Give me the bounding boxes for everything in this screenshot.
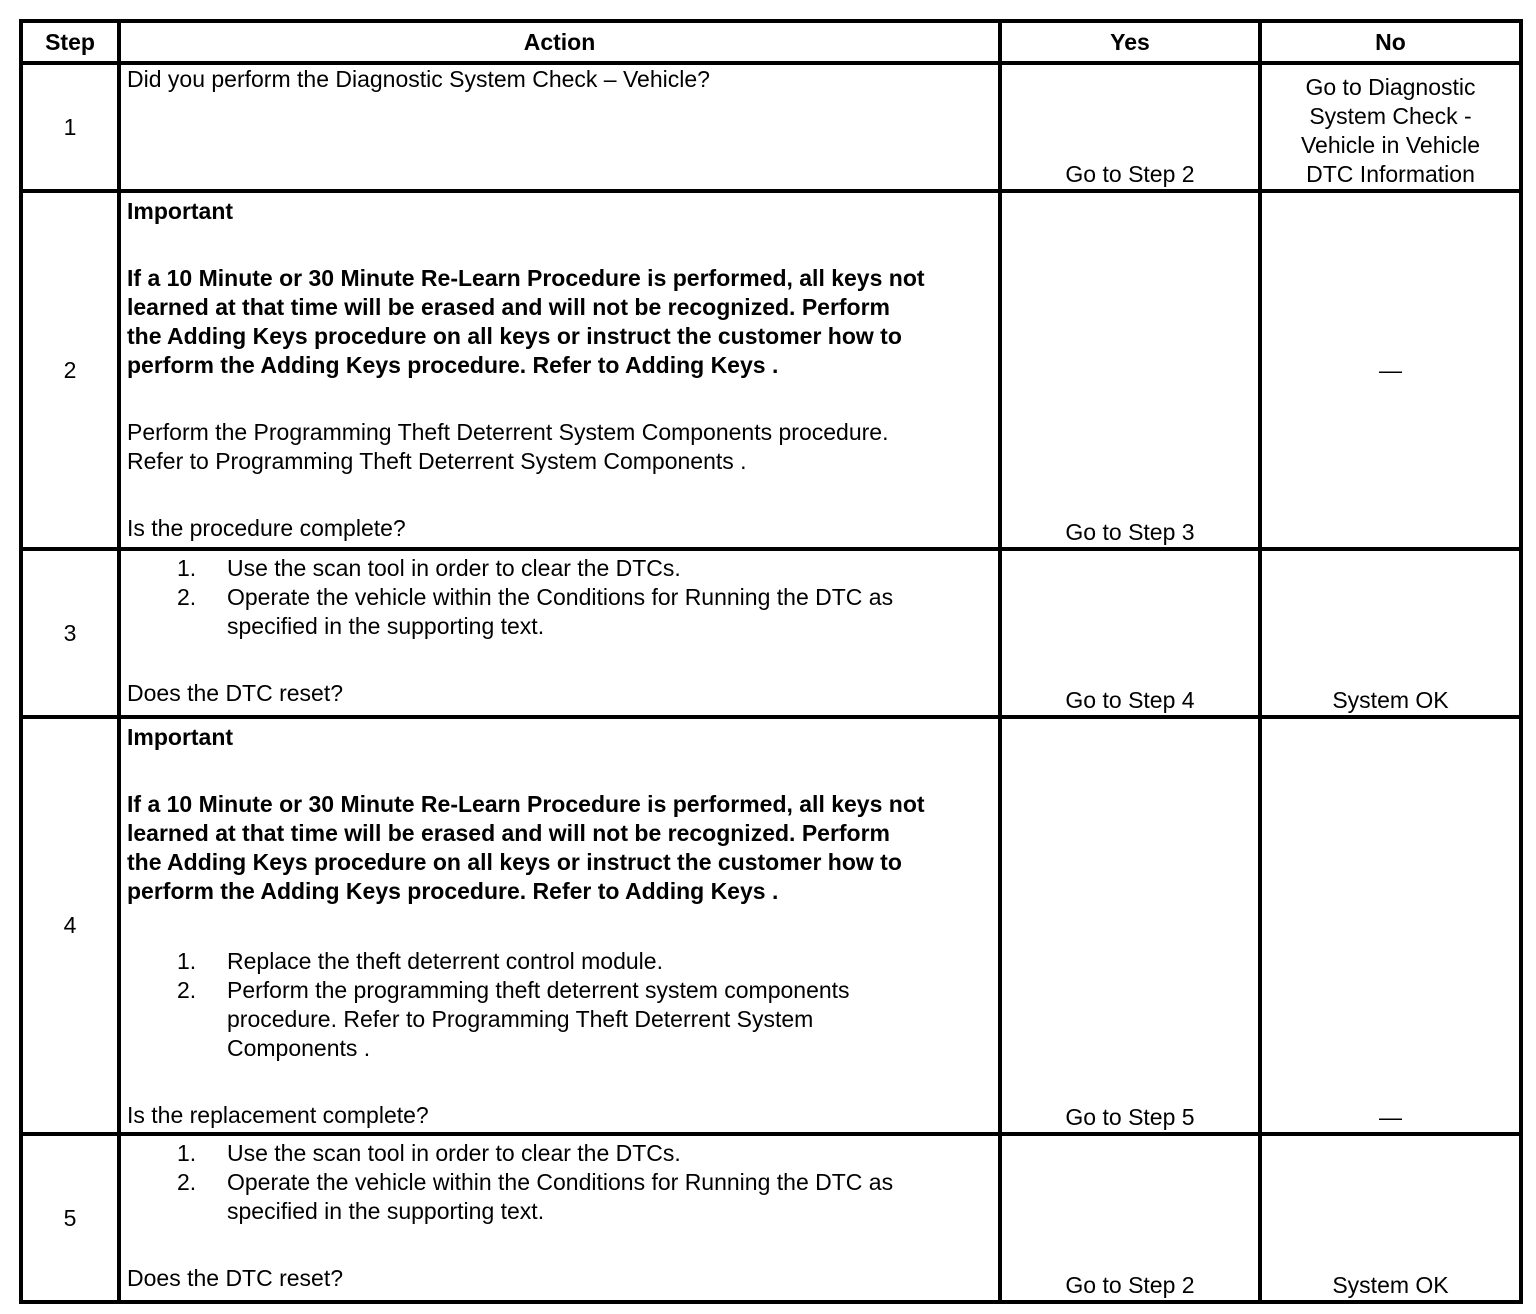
list-number: 2.	[177, 584, 197, 610]
procedure-list	[127, 554, 992, 641]
yes-cell: Go to Step 4	[1000, 549, 1260, 717]
list-line: Use the scan tool in order to clear the DTCs.	[227, 555, 681, 581]
list-item	[127, 976, 992, 1063]
no-cell: —	[1260, 717, 1521, 1134]
no-cell: System OK	[1260, 1134, 1521, 1302]
action-question: Does the DTC reset?	[127, 1265, 344, 1291]
list-item	[127, 554, 992, 583]
list-item	[127, 1168, 992, 1226]
diagnostic-table	[19, 19, 1523, 1304]
header-row	[21, 21, 1521, 63]
yes-cell: Go to Step 3	[1000, 191, 1260, 549]
header-yes: Yes	[1000, 21, 1260, 63]
important-line: learned at that time will be erased and will not be recognized. Perform	[127, 294, 891, 320]
procedure-list	[127, 1139, 992, 1226]
instruction-line: Perform the Programming Theft Deterrent System Components procedure.	[127, 419, 889, 445]
step-number: 4	[21, 717, 119, 1134]
no-line: DTC Information	[1306, 161, 1475, 187]
action-cell	[119, 717, 1000, 1134]
list-line: Components .	[227, 1035, 371, 1061]
action-cell	[119, 1134, 1000, 1302]
list-item	[127, 583, 992, 641]
important-text	[127, 264, 992, 380]
no-cell: System OK	[1260, 549, 1521, 717]
header-action: Action	[119, 21, 1000, 63]
list-number: 1.	[177, 948, 197, 974]
list-number: 1.	[177, 1140, 197, 1166]
header-no: No	[1260, 21, 1521, 63]
list-line: specified in the supporting text.	[227, 1198, 545, 1224]
step-number: 3	[21, 549, 119, 717]
action-question: Does the DTC reset?	[127, 680, 344, 706]
important-line: the Adding Keys procedure on all keys or instruct the customer how to	[127, 323, 902, 349]
list-number: 2.	[177, 1169, 197, 1195]
list-item	[127, 1139, 992, 1168]
list-number: 1.	[177, 555, 197, 581]
important-line: the Adding Keys procedure on all keys or instruct the customer how to	[127, 849, 902, 875]
list-line: Operate the vehicle within the Conditions for Running the DTC as	[227, 584, 894, 610]
yes-cell: Go to Step 2	[1000, 63, 1260, 191]
important-line: perform the Adding Keys procedure. Refer to Adding Keys .	[127, 352, 779, 378]
action-cell	[119, 549, 1000, 717]
table-row	[21, 191, 1521, 549]
step-number: 2	[21, 191, 119, 549]
instruction-text	[127, 418, 992, 476]
action-cell	[119, 191, 1000, 549]
important-line: If a 10 Minute or 30 Minute Re-Learn Procedure is performed, all keys not	[127, 791, 925, 817]
step-number: 5	[21, 1134, 119, 1302]
yes-cell: Go to Step 5	[1000, 717, 1260, 1134]
action-question: Did you perform the Diagnostic System Check – Vehicle?	[127, 66, 710, 92]
action-question: Is the replacement complete?	[127, 1102, 429, 1128]
no-line: Go to Diagnostic	[1305, 74, 1476, 100]
important-line: learned at that time will be erased and will not be recognized. Perform	[127, 820, 891, 846]
list-line: Replace the theft deterrent control module.	[227, 948, 663, 974]
table-row	[21, 1134, 1521, 1302]
list-line: Use the scan tool in order to clear the DTCs.	[227, 1140, 681, 1166]
procedure-list	[127, 947, 992, 1063]
no-line: Vehicle in Vehicle	[1300, 132, 1480, 158]
list-line: specified in the supporting text.	[227, 613, 545, 639]
important-line: If a 10 Minute or 30 Minute Re-Learn Procedure is performed, all keys not	[127, 265, 925, 291]
table-row	[21, 63, 1521, 191]
list-item	[127, 947, 992, 976]
instruction-line: Refer to Programming Theft Deterrent System Components .	[127, 448, 747, 474]
no-cell	[1260, 63, 1521, 191]
no-cell: —	[1260, 191, 1521, 549]
action-question: Is the procedure complete?	[127, 515, 406, 541]
yes-cell: Go to Step 2	[1000, 1134, 1260, 1302]
list-line: Perform the programming theft deterrent system components	[227, 977, 850, 1003]
step-number: 1	[21, 63, 119, 191]
important-label: Important	[127, 724, 234, 750]
important-label: Important	[127, 198, 234, 224]
action-cell	[119, 63, 1000, 191]
table-row	[21, 717, 1521, 1134]
list-line: Operate the vehicle within the Conditions for Running the DTC as	[227, 1169, 894, 1195]
header-step: Step	[21, 21, 119, 63]
no-line: System Check -	[1309, 103, 1472, 129]
list-line: procedure. Refer to Programming Theft Deterrent System	[227, 1006, 814, 1032]
important-line: perform the Adding Keys procedure. Refer to Adding Keys .	[127, 878, 779, 904]
table-row	[21, 549, 1521, 717]
list-number: 2.	[177, 977, 197, 1003]
important-text	[127, 790, 992, 906]
